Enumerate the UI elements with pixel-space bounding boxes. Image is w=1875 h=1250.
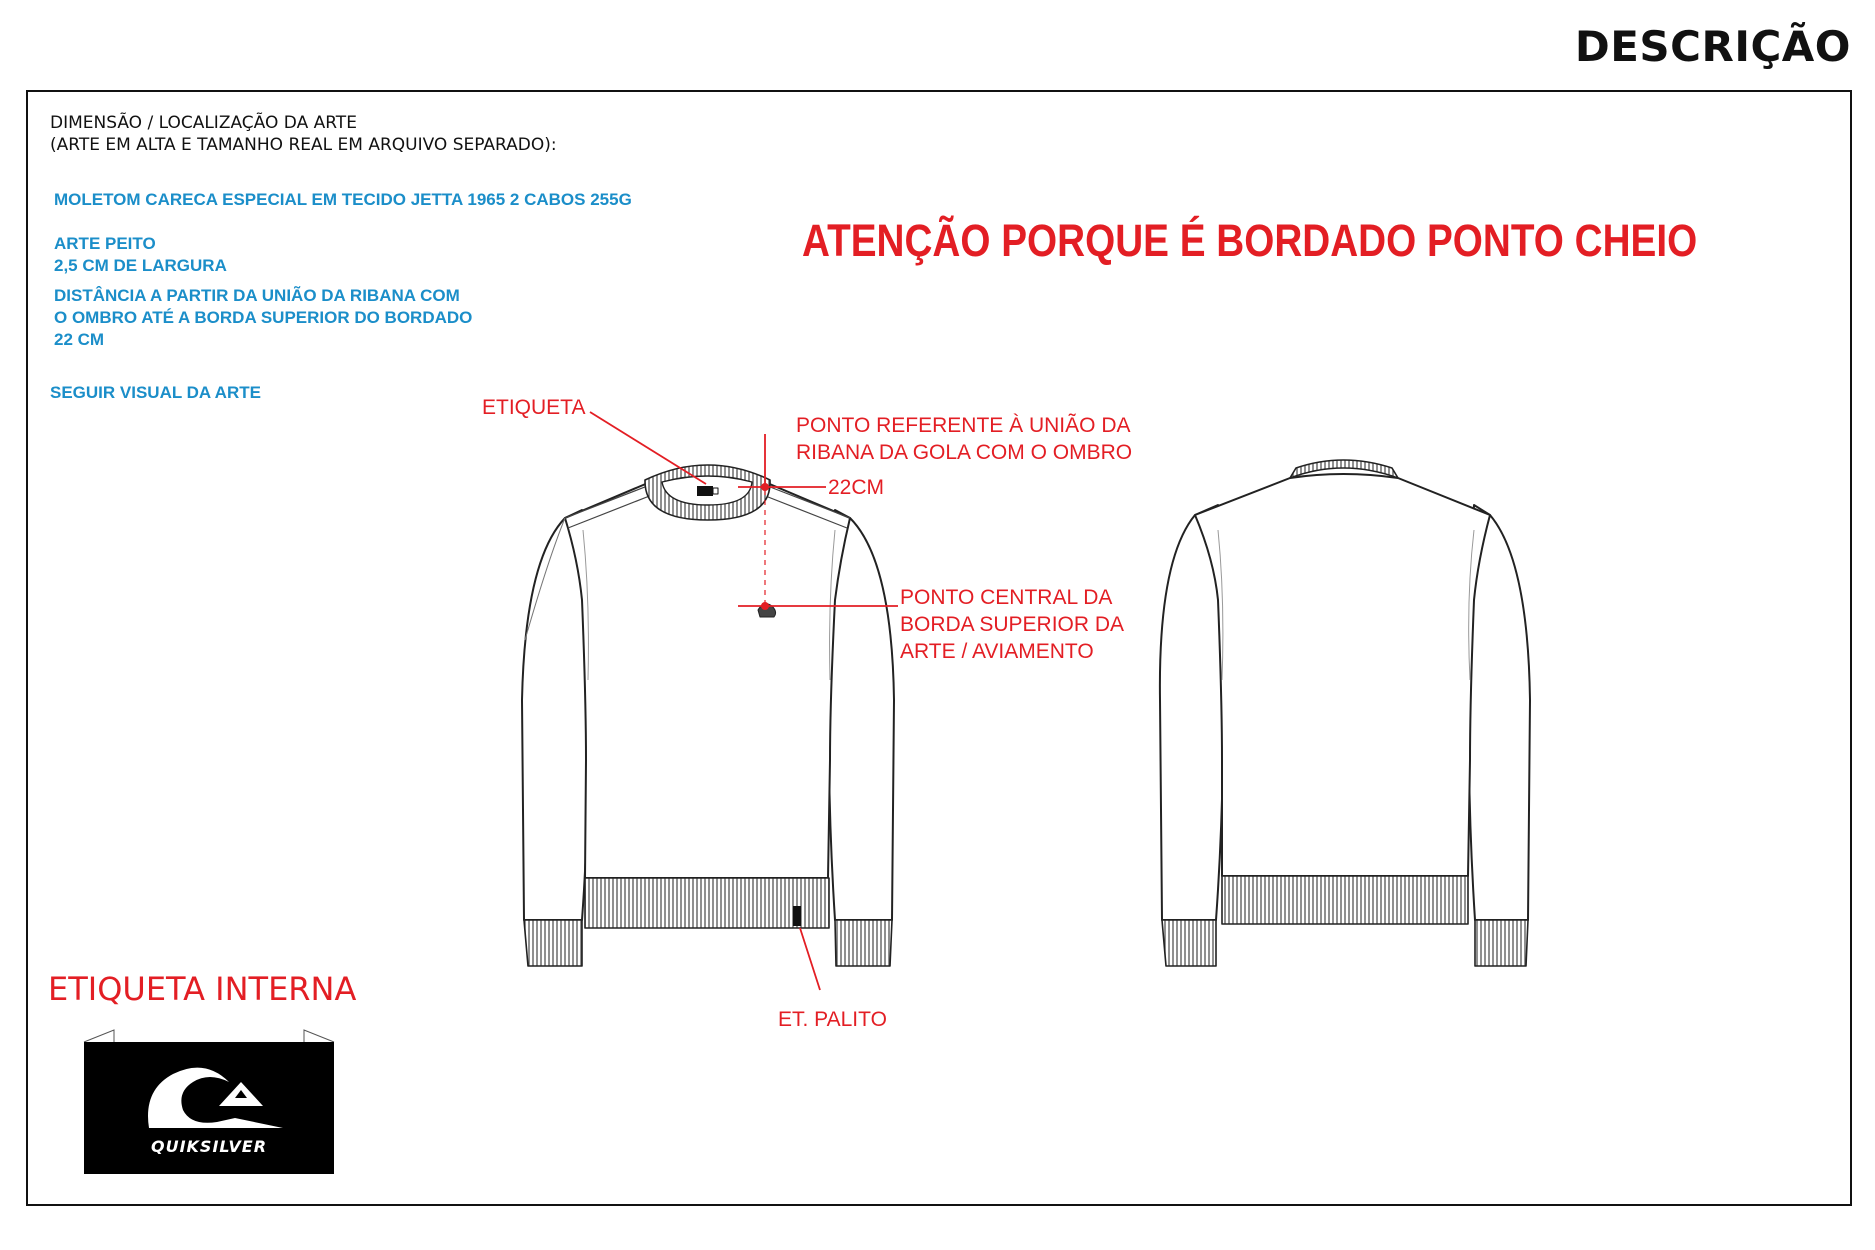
label-callout: ETIQUETA (482, 396, 586, 419)
fabric-spec: MOLETOM CARECA ESPECIAL EM TECIDO JETTA 1965 2 CABOS 255G (54, 190, 632, 209)
center-point-dot (761, 602, 769, 610)
distance-value: 22 CM (54, 330, 105, 349)
dimension-line-2: (ARTE EM ALTA E TAMANHO REAL EM ARQUIVO SEPARADO): (50, 135, 557, 155)
internal-label (84, 1030, 334, 1174)
front-left-cuff (524, 920, 582, 966)
sweatshirt-back (1160, 460, 1530, 966)
center-point-line-2: BORDA SUPERIOR DA (900, 613, 1125, 636)
page-title: DESCRIÇÃO (1574, 22, 1851, 71)
art-chest-label: ARTE PEITO (54, 234, 156, 253)
front-body (565, 480, 850, 878)
front-hem-rib (585, 878, 829, 928)
back-left-cuff (1162, 920, 1216, 966)
reference-point-line-2: RIBANA DA GOLA COM O OMBRO (796, 441, 1133, 464)
attention-warning: ATENÇÃO PORQUE É BORDADO PONTO CHEIO (802, 215, 1698, 266)
front-right-cuff (835, 920, 892, 966)
sweatshirt-front (522, 465, 894, 966)
back-right-cuff (1475, 920, 1528, 966)
art-width-label: 2,5 CM DE LARGURA (54, 256, 227, 275)
center-point-line-3: ARTE / AVIAMENTO (900, 640, 1094, 663)
neck-label-tag (697, 486, 713, 496)
reference-point-dot (761, 483, 769, 491)
center-point-line-1: PONTO CENTRAL DA (900, 586, 1113, 609)
dimension-line-1: DIMENSÃO / LOCALIZAÇÃO DA ARTE (50, 113, 357, 133)
stick-label-callout: ET. PALITO (778, 1008, 887, 1031)
follow-visual-note: SEGUIR VISUAL DA ARTE (50, 383, 261, 402)
distance-callout: 22CM (828, 476, 885, 499)
internal-label-brand: QUIKSILVER (150, 1137, 268, 1156)
back-body (1195, 474, 1490, 876)
distance-line-2: O OMBRO ATÉ A BORDA SUPERIOR DO BORDADO (54, 308, 473, 327)
stick-label-tag (793, 906, 801, 926)
reference-point-line-1: PONTO REFERENTE À UNIÃO DA (796, 414, 1131, 437)
distance-line-1: DISTÂNCIA A PARTIR DA UNIÃO DA RIBANA COM (54, 286, 460, 305)
internal-label-title: ETIQUETA INTERNA (48, 970, 357, 1008)
back-hem-rib (1222, 876, 1468, 924)
